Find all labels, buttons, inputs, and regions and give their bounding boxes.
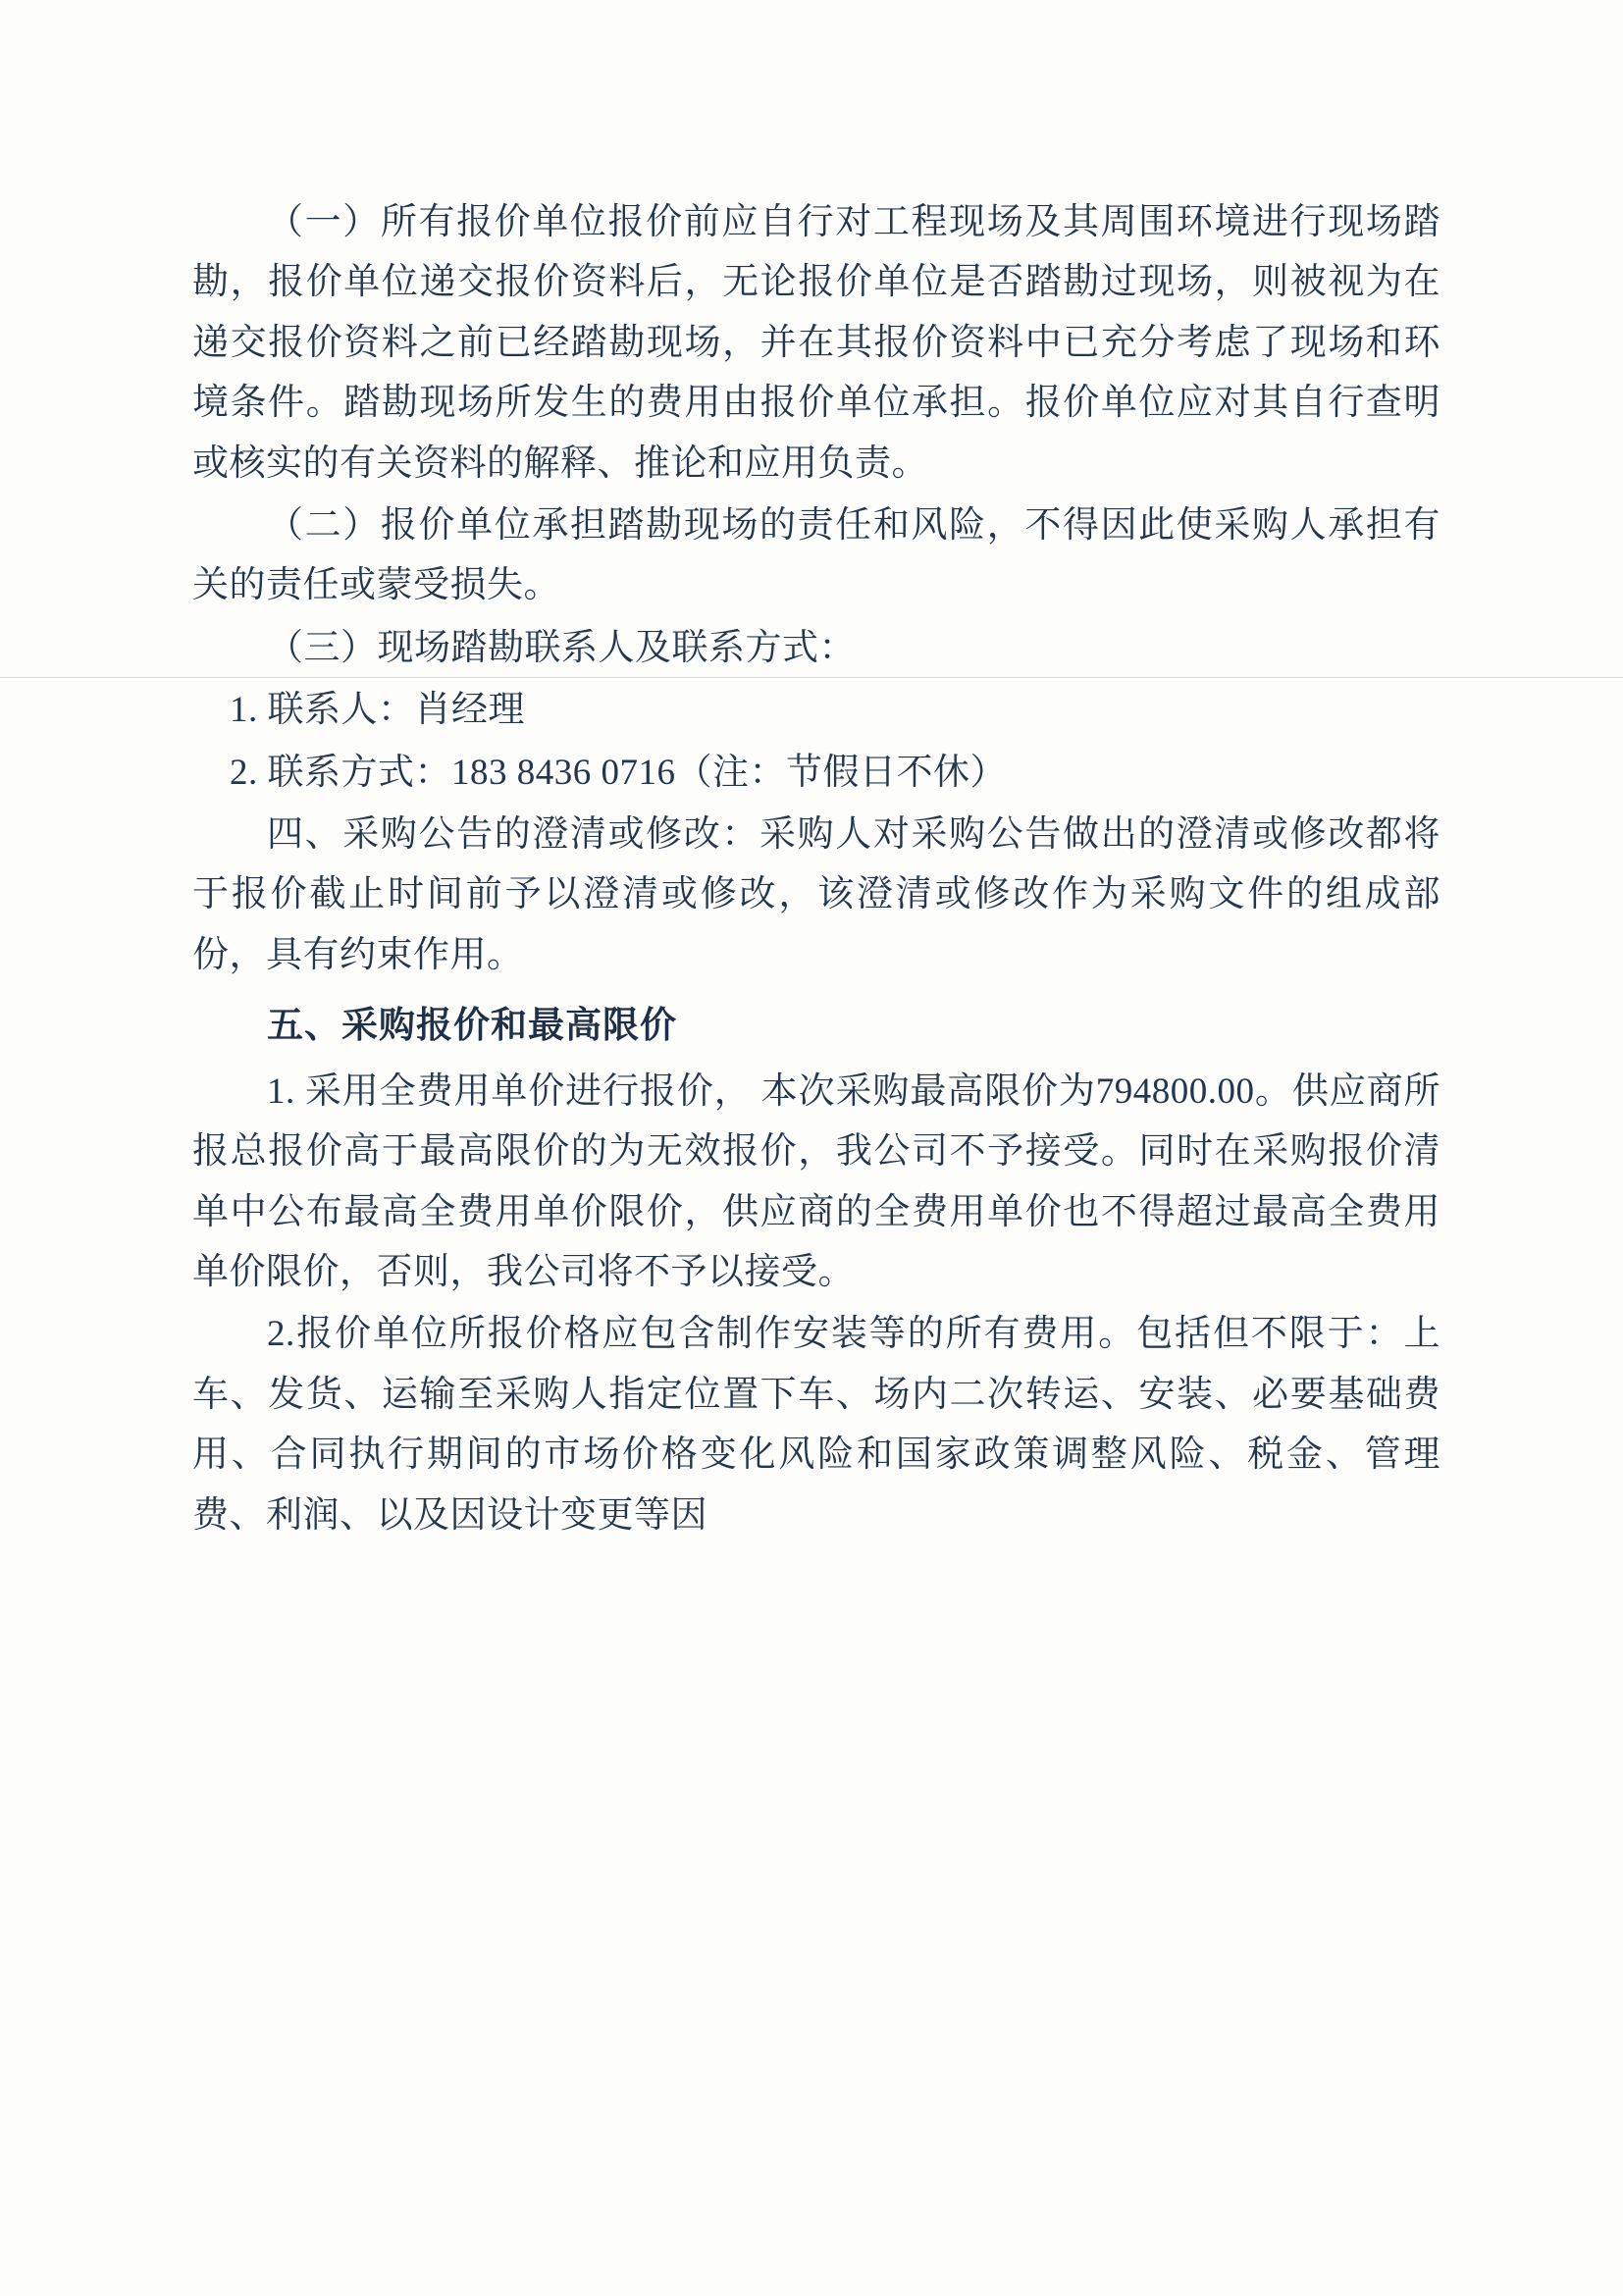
paragraph-max-price-rule: 1. 采用全费用单价进行报价， 本次采购最高限价为794800.00。供应商所报总报价高于最高限价的为无效报价，我公司不予接受。同时在采购报价清单中公布最高全费用单价限价，供应商的全费用单价也不得超过最高全费用单价限价，否则，我公司将不予以接受。 [192,1070,1440,1292]
document-body [192,192,1440,1547]
paragraph-site-survey-obligation: （一）所有报价单位报价前应自行对工程现场及其周围环境进行现场踏勘，报价单位递交报价资料后，无论报价单位是否踏勘过现场，则被视为在递交报价资料之前已经踏勘现场，并在其报价资料中已充分考虑了现场和环境条件。踏勘现场所发生的费用由报价单位承担。报价单位应对其自行查明或核实的有关资料的解释、推论和应用负责。 [192,202,1440,484]
paragraph-contact-person: 1. 联系人：肖经理 [230,690,525,731]
paragraph-announcement-clarification: 四、采购公告的澄清或修改：采购人对采购公告做出的澄清或修改都将于报价截止时间前予以澄清或修改，该澄清或修改作为采购文件的组成部份，具有约束作用。 [192,814,1440,975]
heading-section-five: 五、采购报价和最高限价 [267,1005,677,1046]
paragraph-site-survey-risk: （二）报价单位承担踏勘现场的责任和风险，不得因此使采购人承担有关的责任或蒙受损失。 [192,505,1440,606]
paragraph-site-survey-contact-title: （三）现场踏勘联系人及联系方式： [267,627,856,668]
paragraph-contact-phone: 2. 联系方式：183 8436 0716（注：节假日不休） [230,752,1007,793]
paragraph-price-inclusions: 2.报价单位所报价格应包含制作安装等的所有费用。包括但不限于：上车、发货、运输至采购人指定位置下车、场内二次转运、安装、必要基础费用、合同执行期间的市场价格变化风险和国家政策调整风险、税金、管理费、利润、以及因设计变更等因 [192,1314,1440,1536]
